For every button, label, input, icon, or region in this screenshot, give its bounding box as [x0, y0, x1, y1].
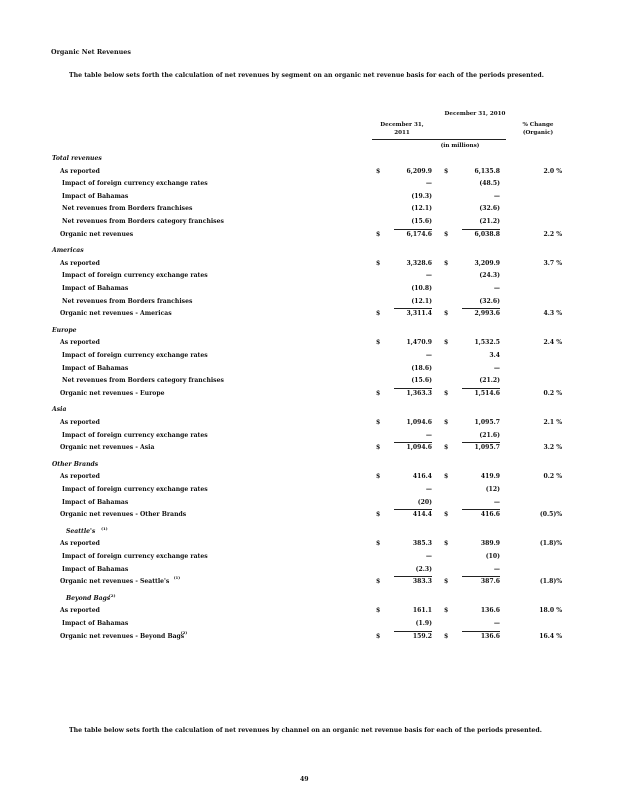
currency-col2: $ [444, 310, 449, 318]
currency-col1: $ [376, 310, 381, 318]
currency-col1: $ [376, 444, 381, 452]
value-2010: 387.6 [480, 578, 500, 586]
value-2011: 6,174.6 [406, 230, 432, 238]
value-2011: — [425, 352, 432, 359]
currency-col2: $ [444, 511, 449, 519]
value-2011: (10.8) [411, 285, 432, 292]
percent-change: 2.1 % [543, 419, 562, 426]
page-number: 49 [300, 776, 309, 783]
section-header [0, 403, 618, 416]
row-label: Impact of Bahamas [62, 364, 129, 372]
value-2011: 1,094.6 [406, 444, 432, 452]
row-label: Organic net revenues - Americas [60, 310, 172, 318]
section-header [0, 592, 618, 605]
table-row [0, 575, 618, 588]
currency-col2: $ [444, 389, 449, 397]
value-2011: (15.6) [411, 377, 432, 385]
table-row [0, 269, 618, 282]
subtotal-rule [462, 509, 500, 510]
percent-change: (0.5)% [539, 511, 562, 519]
percent-change: 2.2 % [543, 230, 562, 238]
section-name: Total revenues [52, 155, 102, 162]
row-label: As reported [60, 607, 100, 615]
value-2011: (1.9) [415, 620, 432, 627]
table-row [0, 190, 618, 203]
table-row [0, 202, 618, 215]
value-2011: (12.1) [411, 297, 432, 305]
subtotal-rule [394, 631, 432, 632]
table-row [0, 550, 618, 563]
row-label: Impact of Bahamas [62, 498, 129, 506]
value-2011: 414.4 [412, 511, 432, 519]
row-label: Net revenues from Borders category franchises [62, 218, 224, 225]
header-unit: (in millions) [440, 143, 480, 149]
currency-col1: $ [376, 167, 381, 175]
currency-col2: $ [444, 632, 449, 640]
row-footnote-marker: (1) [173, 575, 181, 581]
currency-col2: $ [444, 230, 449, 238]
row-label: Net revenues from Borders franchises [62, 297, 193, 305]
percent-change: 3.2 % [543, 444, 562, 452]
currency-col1: $ [376, 259, 381, 267]
row-label: Net revenues from Borders franchises [62, 205, 193, 213]
percent-change: 0.2 % [543, 389, 562, 397]
section-name: Seattle's [66, 527, 96, 535]
currency-col1: $ [376, 339, 381, 347]
row-label: Impact of Bahamas [62, 192, 129, 200]
value-2011: 1,094.6 [406, 419, 432, 426]
value-2010: — [493, 192, 500, 200]
section-header [0, 152, 618, 165]
table-row [0, 617, 618, 630]
subtotal-rule [394, 388, 432, 389]
value-2011: 1,363.3 [406, 389, 432, 397]
subtotal-rule [462, 631, 500, 632]
value-2011: — [425, 486, 432, 493]
section-name: Europe [52, 326, 77, 334]
value-2011: (18.6) [411, 364, 432, 372]
row-footnote-marker: (2) [180, 629, 188, 635]
value-2011: 6,209.9 [406, 167, 432, 175]
table-row [0, 563, 618, 576]
table-row [0, 282, 618, 295]
currency-col2: $ [444, 339, 449, 347]
section-name: Americas [52, 247, 84, 255]
percent-change: 18.0 % [539, 607, 562, 615]
value-2011: 161.1 [412, 607, 432, 615]
row-label: Net revenues from Borders category franchises [62, 377, 224, 385]
table-row [0, 630, 618, 643]
row-label: Impact of foreign currency exchange rates [62, 431, 208, 439]
currency-col2: $ [444, 578, 449, 586]
value-2010: 3.4 [489, 352, 500, 359]
value-2010: (21.2) [479, 218, 500, 225]
table-row [0, 165, 618, 178]
row-label: Impact of Bahamas [62, 285, 129, 292]
currency-col2: $ [444, 167, 449, 175]
value-2011: — [425, 431, 432, 439]
table-row [0, 177, 618, 190]
row-label: As reported [60, 419, 100, 426]
section-header [0, 244, 618, 257]
row-label: As reported [60, 540, 100, 548]
row-label: Impact of foreign currency exchange rates [62, 352, 208, 359]
table-row [0, 441, 618, 454]
currency-col1: $ [376, 230, 381, 238]
value-2011: (15.6) [411, 218, 432, 225]
table-row [0, 483, 618, 496]
row-label: Impact of foreign currency exchange rates [62, 553, 208, 560]
row-label: As reported [60, 339, 100, 347]
value-2010: 136.6 [480, 632, 500, 640]
row-label: Organic net revenues - Other Brands [60, 511, 187, 519]
subtotal-rule [462, 308, 500, 309]
percent-change: (1.8)% [539, 540, 562, 548]
currency-col2: $ [444, 419, 449, 426]
value-2010: 416.6 [480, 511, 500, 519]
currency-col1: $ [376, 511, 381, 519]
value-2010: 419.9 [480, 473, 500, 481]
row-label: Impact of Bahamas [62, 620, 129, 627]
subtotal-rule [394, 509, 432, 510]
value-2010: 389.9 [480, 540, 500, 548]
row-label: Organic net revenues - Europe [60, 389, 165, 397]
value-2010: (12) [485, 486, 500, 493]
subtotal-rule [394, 308, 432, 309]
table-row [0, 215, 618, 228]
value-2010: — [493, 498, 500, 506]
value-2010: 6,135.8 [474, 167, 500, 175]
currency-col2: $ [444, 540, 449, 548]
value-2010: — [493, 620, 500, 627]
value-2011: 1,470.9 [406, 339, 432, 347]
value-2010: (32.6) [479, 205, 500, 213]
subtotal-rule [462, 229, 500, 230]
table-row [0, 416, 618, 429]
subtotal-rule [462, 576, 500, 577]
subtotal-rule [394, 442, 432, 443]
value-2011: 3,328.6 [406, 259, 432, 267]
intro-paragraph: The table below sets forth the calculation of net revenues by segment on an organic net revenue basis for each of the periods presented. [69, 72, 544, 79]
header-col3: % Change (Organic) [522, 122, 554, 136]
value-2011: — [425, 272, 432, 280]
value-2011: 383.3 [412, 578, 432, 586]
subtotal-rule [394, 576, 432, 577]
closing-paragraph: The table below sets forth the calculation of net revenues by channel on an organic net revenue basis for each of the periods presented. [69, 727, 542, 734]
header-rule [372, 139, 506, 140]
table-row [0, 228, 618, 241]
value-2010: (10) [485, 553, 500, 560]
currency-col2: $ [444, 444, 449, 452]
percent-change: 0.2 % [543, 473, 562, 481]
table-row [0, 307, 618, 320]
subtotal-rule [462, 442, 500, 443]
section-header [0, 324, 618, 337]
value-2010: 3,209.9 [474, 259, 500, 267]
table-row [0, 604, 618, 617]
table-row [0, 496, 618, 509]
table-row [0, 470, 618, 483]
value-2010: 2,993.6 [474, 310, 500, 318]
percent-change: (1.8)% [539, 578, 562, 586]
table-row [0, 349, 618, 362]
value-2011: 3,311.4 [406, 310, 432, 318]
value-2010: 1,095.7 [474, 444, 500, 452]
table-row [0, 336, 618, 349]
currency-col1: $ [376, 632, 381, 640]
row-label: Impact of foreign currency exchange rates [62, 272, 208, 280]
value-2010: (21.2) [479, 377, 500, 385]
currency-col1: $ [376, 419, 381, 426]
row-label: Organic net revenues [60, 230, 134, 238]
value-2011: (20) [417, 498, 432, 506]
table-row [0, 387, 618, 400]
value-2010: (21.6) [479, 431, 500, 439]
section-name: Asia [52, 406, 67, 414]
row-label: Impact of Bahamas [62, 565, 129, 573]
percent-change: 4.3 % [543, 310, 562, 318]
value-2011: (2.3) [415, 565, 432, 573]
section-footnote-marker: (2) [108, 592, 116, 598]
value-2010: 1,532.5 [474, 339, 500, 347]
section-footnote-marker: (1) [101, 525, 108, 531]
table-row [0, 374, 618, 387]
row-label: Impact of foreign currency exchange rates [62, 486, 208, 493]
value-2010: — [493, 364, 500, 372]
value-2011: — [425, 180, 432, 188]
currency-col2: $ [444, 473, 449, 481]
table-row [0, 429, 618, 442]
value-2010: 6,038.8 [474, 230, 500, 238]
currency-col2: $ [444, 259, 449, 267]
value-2010: — [493, 285, 500, 292]
row-label: Impact of foreign currency exchange rates [62, 180, 208, 188]
table-row [0, 362, 618, 375]
currency-col1: $ [376, 540, 381, 548]
table-row [0, 508, 618, 521]
section-header [0, 458, 618, 471]
percent-change: 2.4 % [543, 339, 562, 347]
value-2011: — [425, 553, 432, 560]
value-2010: (48.5) [479, 180, 500, 188]
header-col2: December 31, 2010 [444, 111, 506, 117]
percent-change: 2.0 % [543, 167, 562, 175]
table-row [0, 537, 618, 550]
value-2011: (19.3) [411, 192, 432, 200]
percent-change: 3.7 % [543, 259, 562, 267]
value-2010: 136.6 [480, 607, 500, 615]
value-2011: 159.2 [412, 632, 432, 640]
row-label: Organic net revenues - Beyond Bags [60, 632, 185, 640]
section-name: Other Brands [52, 460, 99, 468]
table-row [0, 295, 618, 308]
header-col1: December 31, 2011 [380, 122, 424, 136]
value-2011: 416.4 [412, 473, 432, 481]
value-2010: (32.6) [479, 297, 500, 305]
value-2010: 1,514.6 [474, 389, 500, 397]
value-2010: (24.3) [479, 272, 500, 280]
currency-col1: $ [376, 607, 381, 615]
value-2010: 1,095.7 [474, 419, 500, 426]
value-2010: — [493, 565, 500, 573]
currency-col1: $ [376, 389, 381, 397]
row-label: As reported [60, 473, 100, 481]
currency-col1: $ [376, 578, 381, 586]
value-2011: (12.1) [411, 205, 432, 213]
section-title: Organic Net Revenues [51, 48, 131, 56]
row-label: As reported [60, 167, 100, 175]
row-label: Organic net revenues - Asia [60, 444, 155, 452]
subtotal-rule [394, 229, 432, 230]
section-name: Beyond Bags [66, 594, 111, 602]
row-label: Organic net revenues - Seattle's [60, 578, 170, 586]
section-header [0, 525, 618, 538]
table-row [0, 257, 618, 270]
currency-col2: $ [444, 607, 449, 615]
subtotal-rule [462, 388, 500, 389]
value-2011: 385.3 [412, 540, 432, 548]
row-label: As reported [60, 259, 100, 267]
currency-col1: $ [376, 473, 381, 481]
percent-change: 16.4 % [539, 632, 562, 640]
